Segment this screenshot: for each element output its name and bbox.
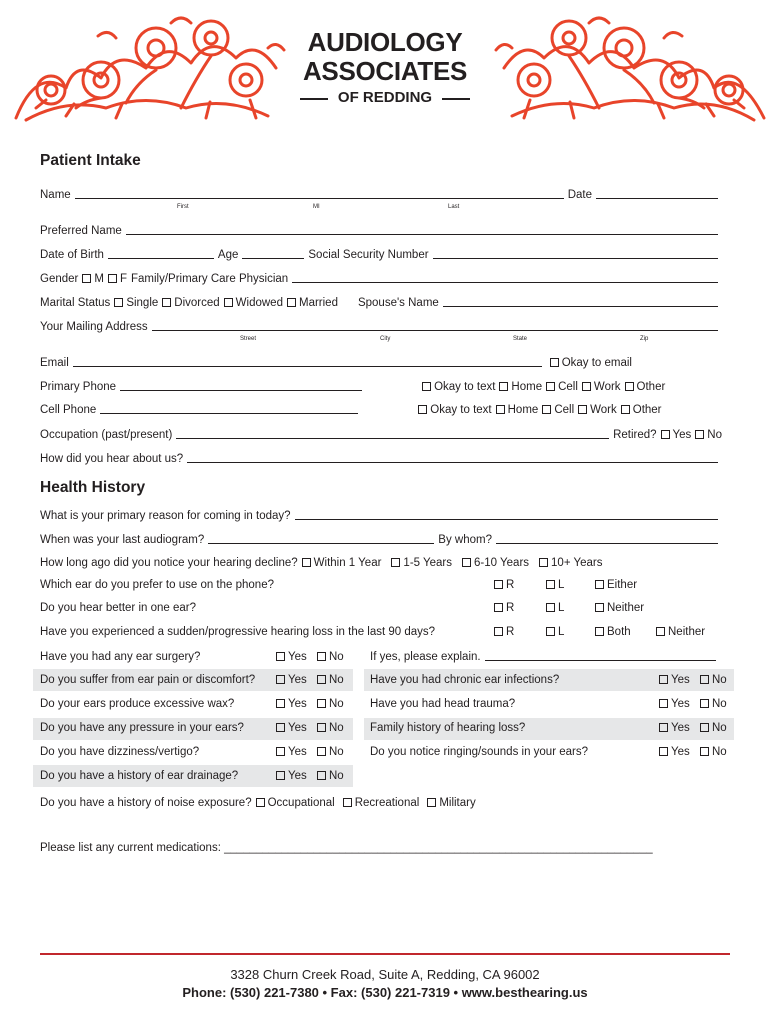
ear-infections-no-option[interactable] <box>700 673 727 687</box>
state-sublabel: State <box>513 336 528 342</box>
logo-line-1: AUDIOLOGY <box>307 27 463 57</box>
ear-drainage-question: Do you have a history of ear drainage? <box>40 770 239 782</box>
checkbox[interactable] <box>700 675 709 684</box>
retired-yes-option[interactable] <box>661 428 692 442</box>
gender-f-option[interactable] <box>108 272 127 286</box>
okay-text-label: Okay to text <box>434 381 496 393</box>
checkbox[interactable] <box>162 298 171 307</box>
last-audiogram-field[interactable] <box>208 543 434 544</box>
yes-label: Yes <box>288 698 307 710</box>
no-label: No <box>329 674 344 686</box>
no-label: No <box>329 651 344 663</box>
no-label: No <box>707 429 722 441</box>
checkbox[interactable] <box>276 771 285 780</box>
preferred-name-row <box>40 220 722 238</box>
primary-other-option[interactable] <box>625 380 666 394</box>
email-row <box>40 352 722 370</box>
checkbox[interactable] <box>582 382 591 391</box>
checkbox[interactable] <box>317 771 326 780</box>
10-plus-years-label: 10+ Years <box>551 557 603 569</box>
company-logo <box>270 28 500 109</box>
checkbox[interactable] <box>625 382 634 391</box>
ssn-field[interactable] <box>433 258 718 259</box>
checkbox[interactable] <box>595 603 604 612</box>
checkbox[interactable] <box>114 298 123 307</box>
6-10-years-label: 6-10 Years <box>474 557 530 569</box>
spouse-field[interactable] <box>443 306 718 307</box>
street-sublabel: Street <box>240 336 257 342</box>
sudden-neither-option[interactable] <box>656 625 705 639</box>
surgery-question: Have you had any ear surgery? <box>40 651 201 663</box>
1-5-years-label: 1-5 Years <box>403 557 453 569</box>
address-label: Your Mailing Address <box>40 321 148 333</box>
checkbox[interactable] <box>661 430 670 439</box>
primary-phone-label: Primary Phone <box>40 381 117 393</box>
surgery-no-option[interactable] <box>317 650 344 664</box>
dizziness-yes-option[interactable] <box>276 745 307 759</box>
better-ear-neither-option[interactable] <box>595 601 644 615</box>
ringing-question: Do you notice ringing/sounds in your ears? <box>370 746 588 758</box>
family-history-question: Family history of hearing loss? <box>370 722 526 734</box>
checkbox[interactable] <box>462 558 471 567</box>
preferred-name-field[interactable] <box>126 234 718 235</box>
r-label: R <box>506 602 515 614</box>
checkbox[interactable] <box>276 675 285 684</box>
primary-home-option[interactable] <box>499 380 542 394</box>
yes-label: Yes <box>288 651 307 663</box>
dizziness-no-option[interactable] <box>317 745 344 759</box>
family-history-yes-option[interactable] <box>659 721 690 735</box>
checkbox[interactable] <box>578 405 587 414</box>
yes-label: Yes <box>671 746 690 758</box>
marital-widowed-option[interactable] <box>224 296 283 310</box>
poppy-illustration-left <box>6 8 296 126</box>
surgery-yes-option[interactable] <box>276 650 307 664</box>
checkbox[interactable] <box>539 558 548 567</box>
age-field[interactable] <box>242 258 304 259</box>
no-label: No <box>712 746 727 758</box>
other-label: Other <box>636 381 666 393</box>
checkbox[interactable] <box>302 558 311 567</box>
medications-row <box>40 841 653 855</box>
audiogram-row <box>40 529 722 547</box>
yes-label: Yes <box>672 429 692 441</box>
sudden-r-option[interactable] <box>494 625 514 639</box>
age-label: Age <box>217 249 239 261</box>
marital-married-label: Married <box>298 297 338 309</box>
l-label: L <box>558 579 565 591</box>
by-whom-field[interactable] <box>496 543 718 544</box>
checkbox[interactable] <box>659 675 668 684</box>
yes-label: Yes <box>288 722 307 734</box>
checkbox[interactable] <box>496 405 505 414</box>
checkbox[interactable] <box>700 699 709 708</box>
neither-label: Neither <box>607 602 645 614</box>
checkbox[interactable] <box>317 699 326 708</box>
health-history-title: Health History <box>40 479 146 496</box>
work-label: Work <box>590 404 617 416</box>
marital-married-option[interactable] <box>287 296 338 310</box>
checkbox[interactable] <box>418 405 427 414</box>
ear-pain-yes-option[interactable] <box>276 673 307 687</box>
decline-question: How long ago did you notice your hearing decline? <box>40 557 298 569</box>
dizziness-question: Do you have dizziness/vertigo? <box>40 746 200 758</box>
checkbox[interactable] <box>287 298 296 307</box>
checkbox[interactable] <box>256 798 265 807</box>
checkbox[interactable] <box>621 405 630 414</box>
head-trauma-no-option[interactable] <box>700 697 727 711</box>
marital-single-option[interactable] <box>114 296 158 310</box>
logo-line-3: OF REDDING <box>270 87 500 109</box>
last-audiogram-label: When was your last audiogram? <box>40 534 205 546</box>
primary-cell-option[interactable] <box>546 380 578 394</box>
l-label: L <box>558 626 565 638</box>
checkbox[interactable] <box>82 274 91 283</box>
checkbox[interactable] <box>276 652 285 661</box>
marital-divorced-option[interactable] <box>162 296 219 310</box>
address-field[interactable] <box>152 330 718 331</box>
primary-work-option[interactable] <box>582 380 621 394</box>
6-10-years-option[interactable] <box>462 556 529 570</box>
l-label: L <box>558 602 565 614</box>
marital-widowed-label: Widowed <box>235 297 283 309</box>
recreational-label: Recreational <box>354 797 420 809</box>
footer-divider <box>40 953 730 955</box>
retired-label: Retired? <box>613 429 657 441</box>
checkbox[interactable] <box>317 675 326 684</box>
checkbox[interactable] <box>499 382 508 391</box>
occupation-label: Occupation (past/present) <box>40 429 173 441</box>
yes-label: Yes <box>288 746 307 758</box>
city-sublabel: City <box>380 336 391 342</box>
1-5-years-option[interactable] <box>391 556 452 570</box>
checkbox[interactable] <box>494 580 503 589</box>
cell-label: Cell <box>554 404 575 416</box>
no-label: No <box>712 722 727 734</box>
yes-label: Yes <box>288 770 307 782</box>
checkbox[interactable] <box>695 430 704 439</box>
explain-field[interactable] <box>485 660 716 661</box>
hear-about-field[interactable] <box>187 462 718 463</box>
within-1-year-option[interactable] <box>302 556 382 570</box>
ear-pressure-no-option[interactable] <box>317 721 344 735</box>
phone-ear-r-option[interactable] <box>494 578 514 592</box>
dob-row <box>40 244 722 262</box>
ear-pain-question: Do you suffer from ear pain or discomfort? <box>40 674 256 686</box>
poppy-illustration-right <box>484 8 770 126</box>
marital-row <box>40 292 722 310</box>
checkbox[interactable] <box>317 652 326 661</box>
work-label: Work <box>593 381 621 393</box>
mi-sublabel: MI <box>313 204 320 210</box>
no-label: No <box>329 770 344 782</box>
email-label: Email <box>40 357 69 369</box>
physician-field[interactable] <box>292 282 718 283</box>
cell-other-option[interactable] <box>621 403 662 417</box>
occupation-row <box>40 424 722 442</box>
primary-reason-field[interactable] <box>295 519 718 520</box>
checkbox[interactable] <box>659 747 668 756</box>
marital-label: Marital Status <box>40 297 111 309</box>
checkbox[interactable] <box>550 358 559 367</box>
primary-phone-row <box>40 376 722 394</box>
checkbox[interactable] <box>317 723 326 732</box>
neither-label: Neither <box>668 626 706 638</box>
cell-cell-option[interactable] <box>542 403 574 417</box>
ear-pain-no-option[interactable] <box>317 673 344 687</box>
checkbox[interactable] <box>343 798 352 807</box>
email-field[interactable] <box>73 366 542 367</box>
primary-okay-text-option[interactable] <box>422 380 495 394</box>
hear-about-row <box>40 448 722 466</box>
cell-label: Cell <box>558 381 578 393</box>
ssn-label: Social Security Number <box>308 249 429 261</box>
ear-infections-yes-option[interactable] <box>659 673 690 687</box>
sudden-loss-question: Have you experienced a sudden/progressive hearing loss in the last 90 days? <box>40 626 436 638</box>
medications-label: Please list any current medications: <box>40 842 221 854</box>
checkbox[interactable] <box>546 382 555 391</box>
name-field[interactable] <box>75 198 564 199</box>
okay-email-label: Okay to email <box>561 357 632 369</box>
occupational-label: Occupational <box>267 797 335 809</box>
ear-infections-question: Have you had chronic ear infections? <box>370 674 560 686</box>
checkbox[interactable] <box>546 580 555 589</box>
physician-label: Family/Primary Care Physician <box>130 273 289 285</box>
checkbox[interactable] <box>422 382 431 391</box>
explain-row <box>370 646 720 664</box>
yes-label: Yes <box>671 722 690 734</box>
decline-row <box>40 552 722 570</box>
date-label: Date <box>567 189 592 201</box>
checkbox[interactable] <box>494 603 503 612</box>
within-1-year-label: Within 1 Year <box>313 557 382 569</box>
no-label: No <box>329 722 344 734</box>
footer-address: 3328 Churn Creek Road, Suite A, Redding, CA 96002 <box>230 967 540 982</box>
yes-label: Yes <box>288 674 307 686</box>
military-label: Military <box>439 797 476 809</box>
primary-phone-field[interactable] <box>120 390 362 391</box>
dob-label: Date of Birth <box>40 249 104 261</box>
r-label: R <box>506 626 515 638</box>
no-label: No <box>712 674 727 686</box>
by-whom-label: By whom? <box>438 534 492 546</box>
noise-row <box>40 792 722 810</box>
marital-divorced-label: Divorced <box>174 297 220 309</box>
explain-label: If yes, please explain. <box>370 651 481 663</box>
ear-pressure-question: Do you have any pressure in your ears? <box>40 722 244 734</box>
name-label: Name <box>40 189 71 201</box>
cell-work-option[interactable] <box>578 403 617 417</box>
occupation-field[interactable] <box>176 438 609 439</box>
phone-ear-question: Which ear do you prefer to use on the phone? <box>40 579 274 591</box>
home-label: Home <box>507 404 539 416</box>
checkbox[interactable] <box>108 274 117 283</box>
sudden-both-option[interactable] <box>595 625 631 639</box>
both-label: Both <box>607 626 631 638</box>
no-label: No <box>329 746 344 758</box>
phone-ear-either-option[interactable] <box>595 578 637 592</box>
hear-about-label: How did you hear about us? <box>40 453 184 465</box>
dob-field[interactable] <box>108 258 214 259</box>
checkbox[interactable] <box>700 723 709 732</box>
head-trauma-question: Have you had head trauma? <box>370 698 516 710</box>
patient-intake-title: Patient Intake <box>40 152 141 169</box>
checkbox[interactable] <box>659 723 668 732</box>
checkbox[interactable] <box>427 798 436 807</box>
checkbox[interactable] <box>276 723 285 732</box>
better-ear-l-option[interactable] <box>546 601 564 615</box>
recreational-option[interactable] <box>343 796 420 810</box>
checkbox[interactable] <box>700 747 709 756</box>
checkbox[interactable] <box>317 747 326 756</box>
okay-text-label: Okay to text <box>430 404 492 416</box>
ringing-no-option[interactable] <box>700 745 727 759</box>
gender-row <box>40 268 722 286</box>
checkbox[interactable] <box>224 298 233 307</box>
checkbox[interactable] <box>546 603 555 612</box>
checkbox[interactable] <box>494 627 503 636</box>
address-row <box>40 316 722 334</box>
preferred-name-label: Preferred Name <box>40 225 122 237</box>
military-option[interactable] <box>427 796 475 810</box>
gender-f-label: F <box>119 273 127 285</box>
phone-ear-l-option[interactable] <box>546 578 564 592</box>
occupational-option[interactable] <box>256 796 335 810</box>
other-label: Other <box>632 404 662 416</box>
marital-single-label: Single <box>126 297 159 309</box>
medications-field[interactable]: ___________________________________________________________________ <box>224 842 653 854</box>
primary-reason-row <box>40 505 722 523</box>
checkbox[interactable] <box>659 699 668 708</box>
cell-phone-row <box>40 399 722 417</box>
cell-okay-text-option[interactable] <box>418 403 491 417</box>
retired-no-option[interactable] <box>695 428 722 442</box>
home-label: Home <box>511 381 543 393</box>
ringing-yes-option[interactable] <box>659 745 690 759</box>
no-label: No <box>712 698 727 710</box>
head-trauma-yes-option[interactable] <box>659 697 690 711</box>
primary-reason-label: What is your primary reason for coming in today? <box>40 510 291 522</box>
name-row <box>40 184 722 202</box>
yes-label: Yes <box>671 698 690 710</box>
checkbox[interactable] <box>595 627 604 636</box>
checkbox[interactable] <box>656 627 665 636</box>
checkbox[interactable] <box>542 405 551 414</box>
better-ear-r-option[interactable] <box>494 601 514 615</box>
checkbox[interactable] <box>595 580 604 589</box>
first-sublabel: First <box>177 204 189 210</box>
checkbox[interactable] <box>546 627 555 636</box>
gender-m-option[interactable] <box>82 272 104 286</box>
ear-drainage-yes-option[interactable] <box>276 769 307 783</box>
either-label: Either <box>607 579 638 591</box>
date-field[interactable] <box>596 198 718 199</box>
gender-label: Gender <box>40 273 79 285</box>
last-sublabel: Last <box>448 204 460 210</box>
gender-m-label: M <box>94 273 104 285</box>
ear-wax-yes-option[interactable] <box>276 697 307 711</box>
cell-home-option[interactable] <box>496 403 539 417</box>
no-label: No <box>329 698 344 710</box>
checkbox[interactable] <box>391 558 400 567</box>
noise-question: Do you have a history of noise exposure? <box>40 797 252 809</box>
spouse-label: Spouse's Name <box>357 297 439 309</box>
footer-contact: Phone: (530) 221-7380 • Fax: (530) 221-7319 • www.besthearing.us <box>182 985 588 1000</box>
cell-phone-label: Cell Phone <box>40 404 97 416</box>
sudden-l-option[interactable] <box>546 625 564 639</box>
cell-phone-field[interactable] <box>100 413 358 414</box>
checkbox[interactable] <box>276 699 285 708</box>
logo-line-2: ASSOCIATES <box>302 56 468 86</box>
ear-wax-no-option[interactable] <box>317 697 344 711</box>
family-history-no-option[interactable] <box>700 721 727 735</box>
checkbox[interactable] <box>276 747 285 756</box>
ear-drainage-no-option[interactable] <box>317 769 344 783</box>
better-ear-question: Do you hear better in one ear? <box>40 602 196 614</box>
ear-wax-question: Do your ears produce excessive wax? <box>40 698 235 710</box>
okay-email-option[interactable] <box>550 356 632 370</box>
10-plus-years-option[interactable] <box>539 556 602 570</box>
r-label: R <box>506 579 515 591</box>
ear-pressure-yes-option[interactable] <box>276 721 307 735</box>
zip-sublabel: Zip <box>640 336 649 342</box>
yes-label: Yes <box>671 674 690 686</box>
